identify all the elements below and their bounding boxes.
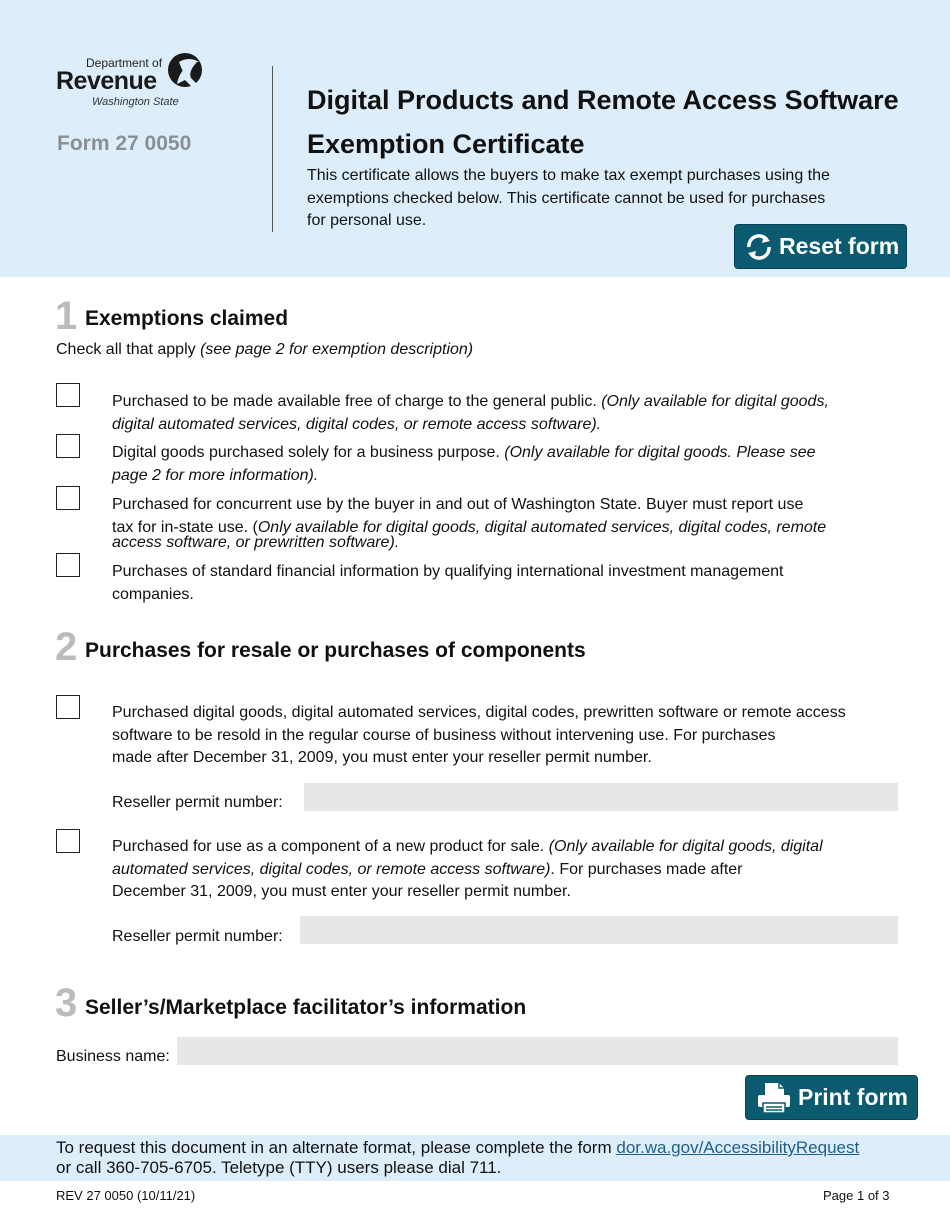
exemption-3-line-3-italic: access software, or prewritten software). (112, 534, 400, 551)
exemption-1-line-2-italic: digital automated services, digital codes, or remote access software). (112, 415, 602, 433)
department-of-revenue-logo (56, 50, 216, 114)
exemption-free-public-text (112, 391, 912, 436)
form-intro (307, 165, 907, 233)
form-number: Form 27 0050 (57, 132, 192, 155)
component-line-2: . For purchases made after (550, 860, 743, 878)
exemption-concurrent-use-checkbox[interactable] (56, 486, 80, 510)
section-2-number: 2 (55, 625, 78, 669)
section-3-title: Seller’s/Marketplace facilitator’s information (85, 996, 527, 1019)
business-name-label: Business name: (56, 1048, 170, 1065)
component-line-1: Purchased for use as a component of a new product for sale. (112, 838, 549, 855)
exemption-financial-info-checkbox[interactable] (56, 553, 80, 577)
exemption-business-purpose-text (112, 442, 912, 487)
form-title (307, 78, 927, 166)
resale-permit-label: Reseller permit number: (112, 794, 283, 811)
section-2-title: Purchases for resale or purchases of components (85, 639, 586, 662)
accessibility-text-2: or call 360-705-6705. Teletype (TTY) users please dial 711. (56, 1157, 502, 1177)
resale-line-1: Purchased digital goods, digital automated services, digital codes, prewritten software or remote access (112, 704, 846, 721)
resale-permit-number-input[interactable] (304, 783, 898, 811)
resale-checkbox[interactable] (56, 695, 80, 719)
accessibility-text-1: To request this document in an alternate format, please complete the form (56, 1138, 617, 1157)
business-name-input[interactable] (177, 1037, 898, 1065)
intro-line-3: for personal use. (307, 212, 427, 229)
instruction-text: Check all that apply (56, 341, 201, 358)
component-permit-number-input[interactable] (300, 916, 898, 944)
exemption-1-line-1-italic: (Only available for digital goods, (601, 393, 829, 410)
intro-line-1: This certificate allows the buyers to make tax exempt purchases using the (307, 167, 830, 184)
logo-revenue-text: Revenue (56, 67, 157, 95)
component-text (112, 836, 912, 904)
accessibility-request-link[interactable]: dor.wa.gov/AccessibilityRequest (616, 1138, 860, 1157)
reset-form-label: Reset form (779, 233, 900, 259)
intro-line-2: exemptions checked below. This certificate cannot be used for purchases (307, 189, 826, 207)
exemption-3-line-1: Purchased for concurrent use by the buyer in and out of Washington State. Buyer must report use (112, 496, 804, 513)
exemption-concurrent-use-text (112, 494, 912, 555)
revision-code: REV 27 0050 (10/11/21) (56, 1188, 196, 1203)
section-1-title: Exemptions claimed (85, 307, 289, 330)
exemption-1-line-1: Purchased to be made available free of charge to the general public. (112, 393, 602, 410)
page-number: Page 1 of 3 (823, 1188, 890, 1203)
logo-department-text: Department of (86, 56, 163, 70)
printer-icon (756, 1081, 792, 1115)
section-1-number: 1 (55, 294, 78, 338)
section-1-instruction (56, 339, 473, 362)
exemption-3-line-2: tax for in-state use. ( (112, 518, 258, 536)
form-title-line-1: Digital Products and Remote Access Software (307, 85, 899, 115)
component-checkbox[interactable] (56, 829, 80, 853)
exemption-4-line-1: Purchases of standard financial information by qualifying international investment management (112, 563, 784, 580)
header-divider (272, 66, 273, 232)
form-title-line-2: Exemption Certificate (307, 129, 585, 159)
exemption-2-line-1: Digital goods purchased solely for a business purpose. (112, 444, 505, 461)
accessibility-notice (56, 1138, 936, 1177)
resale-line-3: made after December 31, 2009, you must enter your reseller permit number. (112, 749, 652, 766)
resale-text (112, 702, 912, 770)
reset-icon (743, 231, 775, 263)
resale-line-2: software to be resold in the regular course of business without intervening use. For purchases (112, 726, 776, 744)
logo-mark-icon (161, 50, 213, 94)
exemption-financial-info-text (112, 561, 912, 606)
component-line-1-italic: (Only available for digital goods, digital (548, 838, 823, 855)
exemption-business-purpose-checkbox[interactable] (56, 434, 80, 458)
reset-form-button[interactable] (734, 224, 907, 269)
component-line-3: December 31, 2009, you must enter your reseller permit number. (112, 883, 571, 900)
exemption-2-line-1-italic: (Only available for digital goods. Please see (504, 444, 816, 461)
section-3-number: 3 (55, 981, 78, 1025)
exemption-2-line-2-italic: page 2 for more information). (112, 466, 319, 484)
logo-state-text: Washington State (92, 96, 179, 108)
exemption-free-public-checkbox[interactable] (56, 383, 80, 407)
exemption-3-line-2-italic: Only available for digital goods, digital automated services, digital codes, remote (257, 518, 827, 536)
component-line-2-italic: automated services, digital codes, or remote access software) (112, 860, 551, 878)
print-form-label: Print form (798, 1084, 908, 1110)
print-form-button[interactable] (745, 1075, 918, 1120)
component-permit-label: Reseller permit number: (112, 928, 283, 945)
instruction-italic: (see page 2 for exemption description) (200, 341, 474, 358)
exemption-4-line-2: companies. (112, 585, 194, 603)
